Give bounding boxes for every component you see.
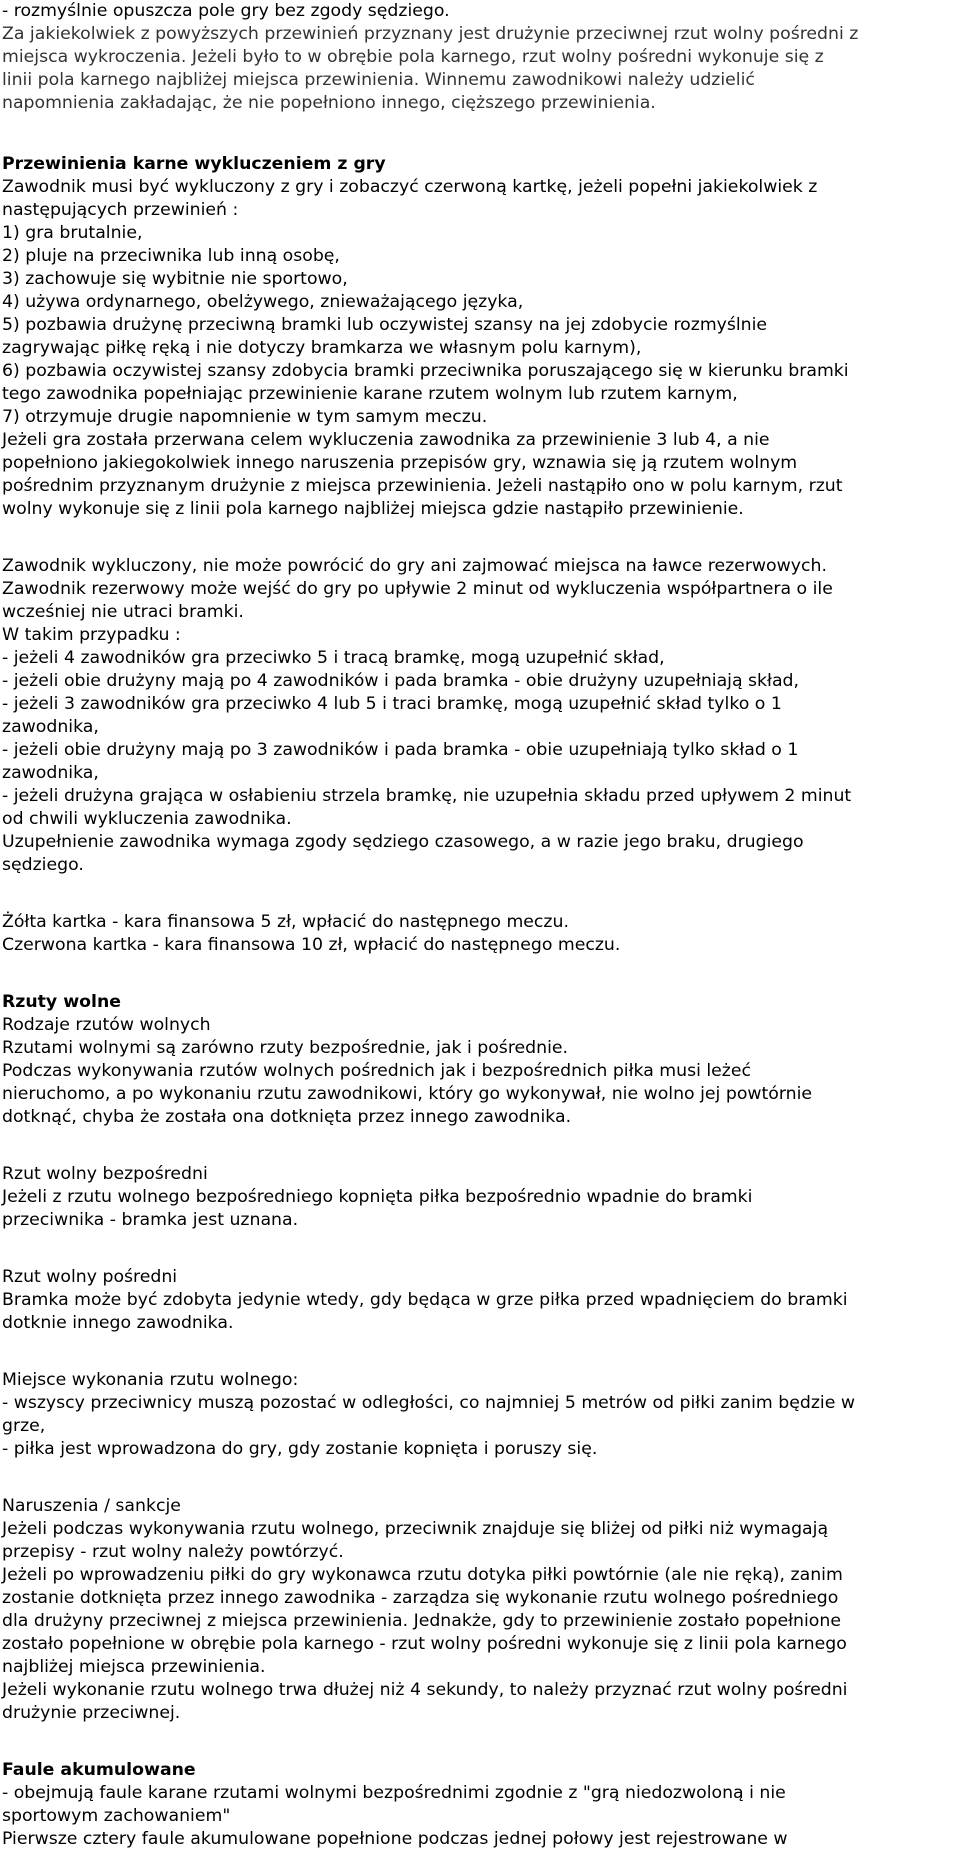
intro-paragraph [2,0,952,115]
text-line: wcześniej nie utraci bramki. [2,602,244,622]
text-line: W takim przypadku : [2,625,181,645]
section-fines [2,911,952,957]
list-item: - obejmują faule karane rzutami wolnymi bezpośrednimi zgodnie z "grą niedozwoloną i nie [2,1783,786,1803]
list-item: 5) pozbawia drużynę przeciwną bramki lub oczywistej szansy na jej zdobycie rozmyślnie [2,315,768,335]
text-line: zawodnika, [2,717,99,737]
list-item: 6) pozbawia oczywistej szansy zdobycia bramki przeciwnika poruszającego się w kierunku bramki [2,361,849,381]
text-line: najbliżej miejsca przewinienia. [2,1657,266,1677]
list-item: - jeżeli obie drużyny mają po 3 zawodników i pada bramka - obie uzupełniają tylko skład o 1 [2,740,799,760]
list-item: - jeżeli 4 zawodników gra przeciwko 5 i tracą bramkę, mogą uzupełnić skład, [2,648,665,668]
list-item: - jeżeli drużyna grająca w osłabieniu strzela bramkę, nie uzupełnia składu przed upływem 2 minut [2,786,852,806]
text-line: sędziego. [2,855,84,875]
text-line: sportowym zachowaniem" [2,1806,231,1826]
text-line: dotknąć, chyba że została ona dotknięta przez innego zawodnika. [2,1107,572,1127]
text-line: pośrednim przyznanym drużynie z miejsca przewinienia. Jeżeli nastąpiło ono w polu karnym, rzut [2,476,843,496]
section-kick-location [2,1369,952,1461]
text-line: Uzupełnienie zawodnika wymaga zgody sędziego czasowego, a w razie jego braku, drugiego [2,832,804,852]
text-line: Czerwona kartka - kara finansowa 10 zł, wpłacić do następnego meczu. [2,935,621,955]
text-line: Jeżeli z rzutu wolnego bezpośredniego kopnięta piłka bezpośrednio wpadnie do bramki [2,1187,753,1207]
text-line: dotknie innego zawodnika. [2,1313,234,1333]
list-item: - jeżeli obie drużyny mają po 4 zawodników i pada bramka - obie drużyny uzupełniają skład, [2,671,800,691]
text-line: Bramka może być zdobyta jedynie wtedy, gdy będąca w grze piłka przed wpadnięciem do bramki [2,1290,848,1310]
text-line: Jeżeli wykonanie rzutu wolnego trwa dłużej niż 4 sekundy, to należy przyznać rzut wolny pośredni [2,1680,848,1700]
text-line: zostało popełnione w obrębie pola karnego - rzut wolny pośredni wykonuje się z linii pola karnego [2,1634,847,1654]
list-item: - jeżeli 3 zawodników gra przeciwko 4 lub 5 i traci bramkę, mogą uzupełnić skład tylko o 1 [2,694,782,714]
text-line: Zawodnik musi być wykluczony z gry i zobaczyć czerwoną kartkę, jeżeli popełni jakiekolwiek z [2,177,818,197]
text-line: dla drużyny przeciwnej z miejsca przewinienia. Jednakże, gdy to przewinienie zostało popełnione [2,1611,841,1631]
section-direct-free-kick [2,1163,952,1232]
text-line: następujących przewinień : [2,200,239,220]
text-line: Jeżeli gra została przerwana celem wykluczenia zawodnika za przewinienie 3 lub 4, a nie [2,430,770,450]
text-line: popełniono jakiegokolwiek innego naruszenia przepisów gry, wznawia się ją rzutem wolnym [2,453,798,473]
list-item: 4) używa ordynarnego, obelżywego, znieważającego języka, [2,292,524,312]
text-line: Rzutami wolnymi są zarówno rzuty bezpośrednie, jak i pośrednie. [2,1038,569,1058]
text-line: Rodzaje rzutów wolnych [2,1015,211,1035]
section-indirect-free-kick [2,1266,952,1335]
text-line: miejsca wykroczenia. Jeżeli było to w obrębie pola karnego, rzut wolny pośredni wykonuje się z [2,47,824,67]
section-heading: Faule akumulowane [2,1760,196,1780]
list-item: 7) otrzymuje drugie napomnienie w tym samym meczu. [2,407,488,427]
list-item: 3) zachowuje się wybitnie nie sportowo, [2,269,348,289]
text-line: grze, [2,1416,46,1436]
section-sanctions [2,1495,952,1725]
subheading: Naruszenia / sankcje [2,1496,181,1516]
list-item: - piłka jest wprowadzona do gry, gdy zostanie kopnięta i poruszy się. [2,1439,598,1459]
section-heading: Rzuty wolne [2,992,121,1012]
text-line: przeciwnika - bramka jest uznana. [2,1210,299,1230]
section-heading: Przewinienia karne wykluczeniem z gry [2,154,386,174]
text-line: przepisy - rzut wolny należy powtórzyć. [2,1542,344,1562]
text-line: od chwili wykluczenia zawodnika. [2,809,292,829]
subheading: Miejsce wykonania rzutu wolnego: [2,1370,299,1390]
text-line: nieruchomo, a po wykonaniu rzutu zawodnikowi, który go wykonywał, nie wolno jej powtórnie [2,1084,813,1104]
list-item: 2) pluje na przeciwnika lub inną osobę, [2,246,340,266]
text-line: linii pola karnego najbliżej miejsca przewinienia. Winnemu zawodnikowi należy udzielić [2,70,755,90]
text-line: wolny wykonuje się z linii pola karnego najbliżej miejsca gdzie nastąpiło przewinienie. [2,499,744,519]
text-line: napomnienia zakładając, że nie popełniono innego, cięższego przewinienia. [2,93,656,113]
subheading: Rzut wolny pośredni [2,1267,178,1287]
text-line: drużynie przeciwnej. [2,1703,181,1723]
text-line: - rozmyślnie opuszcza pole gry bez zgody sędziego. [2,1,450,21]
section-accumulated-fouls [2,1759,952,1851]
text-line: Zawodnik rezerwowy może wejść do gry po upływie 2 minut od wykluczenia współpartnera o ile [2,579,833,599]
section-red-card [2,153,952,521]
subheading: Rzut wolny bezpośredni [2,1164,208,1184]
text-line: zagrywając piłkę ręką i nie dotyczy bramkarza we własnym polu karnym), [2,338,642,358]
text-line: zostanie dotknięta przez innego zawodnika - zarządza się wykonanie rzutu wolnego pośredniego [2,1588,839,1608]
text-line: Pierwsze cztery faule akumulowane popełnione podczas jednej połowy jest rejestrowane w [2,1829,788,1849]
text-line: Jeżeli po wprowadzeniu piłki do gry wykonawca rzutu dotyka piłki powtórnie (ale nie ręką), zanim [2,1565,843,1585]
section-free-kicks [2,991,952,1129]
section-substitution [2,555,952,877]
text-line: zawodnika, [2,763,99,783]
text-line: Zawodnik wykluczony, nie może powrócić do gry ani zajmować miejsca na ławce rezerwowych. [2,556,827,576]
text-line: Żółta kartka - kara finansowa 5 zł, wpłacić do następnego meczu. [2,912,569,932]
text-line: Za jakiekolwiek z powyższych przewinień przyznany jest drużynie przeciwnej rzut wolny pośredni z [2,24,859,44]
list-item: 1) gra brutalnie, [2,223,143,243]
text-line: Podczas wykonywania rzutów wolnych pośrednich jak i bezpośrednich piłka musi leżeć [2,1061,752,1081]
text-line: Jeżeli podczas wykonywania rzutu wolnego, przeciwnik znajduje się bliżej od piłki niż wymagają [2,1519,829,1539]
list-item: - wszyscy przeciwnicy muszą pozostać w odległości, co najmniej 5 metrów od piłki zanim będzie w [2,1393,855,1413]
text-line: tego zawodnika popełniając przewinienie karane rzutem wolnym lub rzutem karnym, [2,384,738,404]
